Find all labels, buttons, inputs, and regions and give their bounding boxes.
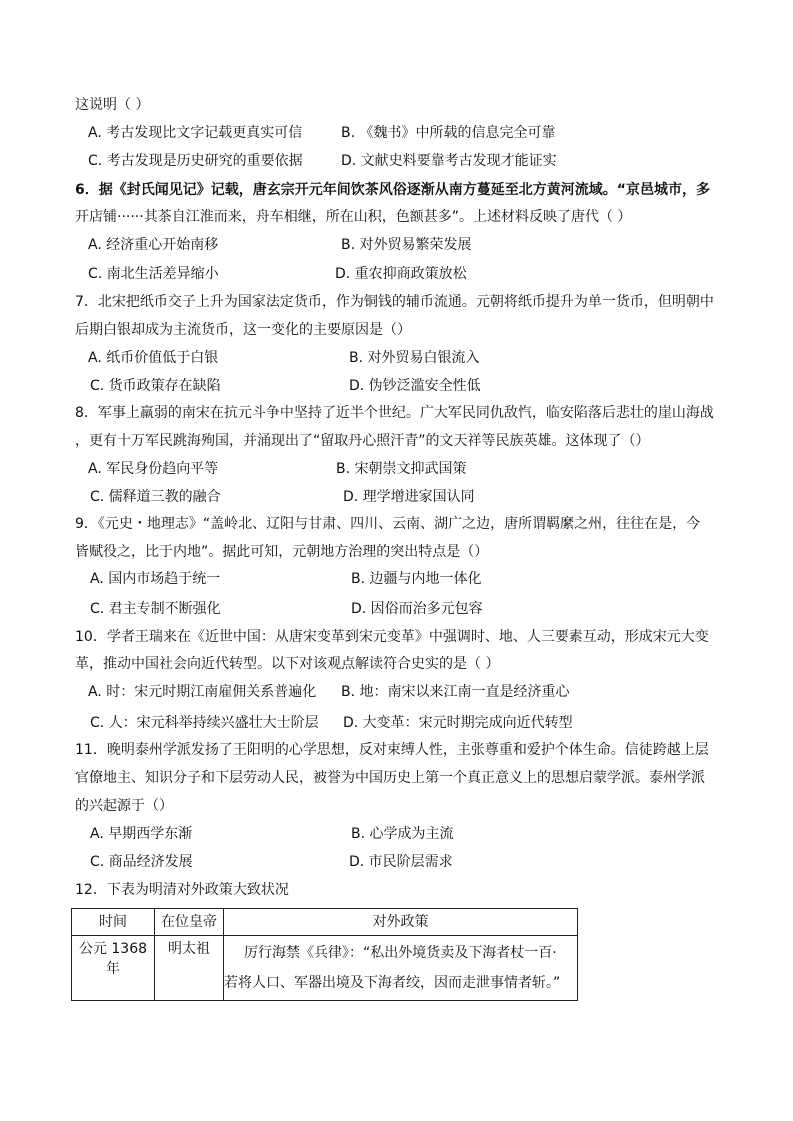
q10-stem-line1: 10．学者王瑞来在《近世中国：从唐宋变革到宋元变革》中强调时、地、人三要素互动，形成宋元大变: [75, 629, 709, 645]
q8-stem-line2: ，更有十万军民跳海殉国，并涌现出了“留取丹心照汗青”的文天祥等民族英雄。这体现了（）: [75, 433, 650, 449]
q7-option-b[interactable]: B. 对外贸易白银流入: [349, 350, 480, 366]
col-header-time: 时间: [72, 909, 155, 936]
q11-stem-line2: 官僚地主、知识分子和下层劳动人民，被誉为中国历史上第一个真正意义上的思想启蒙学派。泰州学派: [75, 770, 705, 786]
q9-option-b[interactable]: B. 边疆与内地一体化: [351, 571, 482, 587]
q5-option-a[interactable]: A. 考古发现比文字记载更真实可信: [88, 125, 303, 141]
table-header-row: [72, 909, 578, 936]
q6-option-a[interactable]: A. 经济重心开始南移: [88, 237, 219, 253]
q7-stem-line2: 后期白银却成为主流货币，这一变化的主要原因是（）: [75, 322, 411, 338]
q10-option-c[interactable]: C. 人：宋元科举持续兴盛壮大士阶层: [90, 715, 319, 731]
q9-stem-line2: 皆赋役之，比于内地”。据此可知，元朝地方治理的突出特点是（）: [75, 544, 489, 560]
q8-option-c[interactable]: C. 儒释道三教的融合: [90, 489, 221, 505]
q10-option-b[interactable]: B. 地：南宋以来江南一直是经济重心: [341, 684, 570, 700]
q11-option-b[interactable]: B. 心学成为主流: [351, 826, 454, 842]
q11-stem-line3: 的兴起源于（）: [75, 798, 173, 814]
q5-option-d[interactable]: D. 文献史料要靠考古发现才能证实: [341, 153, 557, 169]
q10-option-a[interactable]: A. 时：宋元时期江南雇佣关系普遍化: [88, 684, 317, 700]
q8-option-b[interactable]: B. 宋朝崇文抑武国策: [336, 461, 467, 477]
q8-option-d[interactable]: D. 理学增进家国认同: [343, 489, 475, 505]
cell-emperor: 明太祖: [155, 936, 224, 1001]
q7-option-d[interactable]: D. 伪钞泛滥安全性低: [349, 378, 481, 394]
col-header-emperor: 在位皇帝: [155, 909, 224, 936]
q11-stem-line1: 11．晚明泰州学派发扬了王阳明的心学思想，反对束缚人性，主张尊重和爱护个体生命。信徒跨越上层: [75, 742, 709, 758]
q8-option-a[interactable]: A. 军民身份趋向平等: [88, 461, 219, 477]
table-row: [72, 936, 578, 1001]
q5-option-c[interactable]: C. 考古发现是历史研究的重要依据: [88, 153, 303, 169]
q10-stem-line2: 革，推动中国社会向近代转型。以下对该观点解读符合史实的是（ ）: [75, 656, 500, 672]
q11-option-c[interactable]: C. 商品经济发展: [90, 854, 193, 870]
q9-option-d[interactable]: D. 因俗而治多元包容: [351, 601, 483, 617]
q7-stem-line1: 7．北宋把纸币交子上升为国家法定货币，作为铜钱的辅币流通。元朝将纸币提升为单一货币，但明朝中: [75, 294, 714, 310]
q5-option-b[interactable]: B. 《魏书》中所载的信息完全可靠: [341, 125, 556, 141]
q6-option-d[interactable]: D. 重农抑商政策放松: [335, 266, 467, 282]
cell-policy: [224, 936, 578, 1001]
q10-option-d[interactable]: D. 大变革：宋元时期完成向近代转型: [343, 715, 573, 731]
q6-option-c[interactable]: C. 南北生活差异缩小: [88, 266, 219, 282]
q11-option-a[interactable]: A. 早期西学东渐: [90, 826, 193, 842]
q11-option-d[interactable]: D. 市民阶层需求: [349, 854, 453, 870]
cell-policy-line2: 若将人口、军器出境及下海者绞，因而走泄事情者斩。”: [224, 975, 561, 991]
q6-option-b[interactable]: B. 对外贸易繁荣发展: [341, 237, 472, 253]
col-header-policy: 对外政策: [224, 909, 578, 936]
q6-stem-line1: 6．据《封氏闻见记》记载，唐玄宗开元年间饮茶风俗逐渐从南方蔓延至北方黄河流域。“京邑城市，多: [75, 182, 710, 198]
q7-option-c[interactable]: C. 货币政策存在缺陷: [90, 378, 221, 394]
cell-time: 公元 1368 年: [72, 936, 155, 1001]
q7-option-a[interactable]: A. 纸币价值低于白银: [88, 350, 219, 366]
q5-stem-tail: 这说明（ ）: [75, 97, 150, 113]
q9-option-c[interactable]: C. 君主专制不断强化: [90, 601, 221, 617]
q9-stem-line1: 9．《元史・地理志》“盖岭北、辽阳与甘肃、四川、云南、湖广之边，唐所谓羁縻之州，往往在是，今: [75, 516, 701, 532]
q6-stem-line2: 开店铺······其茶自江淮而来，舟车相继，所在山积，色额甚多”。上述材料反映了唐代（ ）: [75, 209, 632, 225]
q8-stem-line1: 8．军事上羸弱的南宋在抗元斗争中坚持了近半个世纪。广大军民同仇敌忾，临安陷落后悲壮的崖山海战: [75, 405, 714, 421]
q9-option-a[interactable]: A. 国内市场趋于统一: [90, 571, 221, 587]
cell-policy-line1: 厉行海禁《兵律》：“私出外境货卖及下海者杖一百·: [244, 945, 557, 961]
q12-stem: 12．下表为明清对外政策大致状况: [75, 882, 289, 898]
policy-table: [71, 908, 578, 1001]
